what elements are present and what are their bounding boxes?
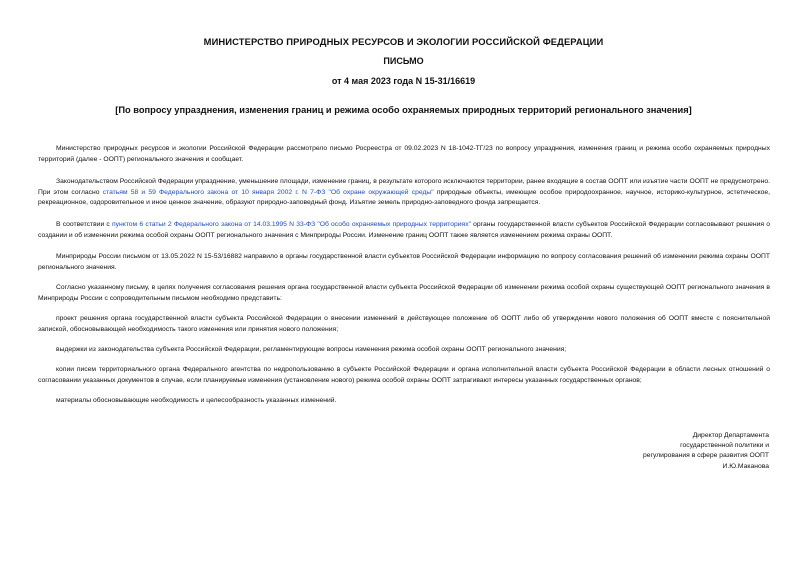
- paragraph-2-text-a: Законодательством Российской Федерации упразднение, уменьшение площади, изменение границ, в результате которого исключаются территории, ранее входящие в состав ООПТ или изъятие части ООПТ не предусмотрено. При этом согласно: [38, 178, 770, 196]
- law-link-33fz[interactable]: пунктом 6 статьи 2 Федерального закона от 14.03.1995 N 33-ФЗ "Об особо охраняемых природных территориях": [112, 221, 471, 228]
- paragraph-9: материалы обосновывающие необходимость и целесообразность указанных изменений.: [56, 397, 337, 404]
- paragraph-1: Министерство природных ресурсов и экологии Российской Федерации рассмотрело письмо Росреестра от 09.02.2023 N 18-1042-ТГ/23 по вопросу упразднения, изменения границ и режима особо охраняемых природных территорий (далее - ООПТ) регионального значения и сообщает.: [38, 145, 770, 163]
- doc-type-heading: ПИСЬМО: [383, 56, 424, 66]
- ministry-heading: МИНИСТЕРСТВО ПРИРОДНЫХ РЕСУРСОВ И ЭКОЛОГИИ РОССИЙСКОЙ ФЕДЕРАЦИИ: [203, 36, 604, 47]
- paragraph-4: Минприроды России письмом от 13.05.2022 N 15-53/16882 направило в органы государственной власти субъектов Российской Федерации информацию по вопросу согласования решений об изменении режима охраны ООПТ регионального значения.: [38, 253, 770, 271]
- paragraph-2-text-b: природные объекты, имеющие особое природоохранное, научное, историко-культурное, эстетическое, рекреационное, оздоровительное и иное ценное значение, образуют природно-заповедный фонд. Изъятие земель природно-заповедного фонда запрещается.: [38, 188, 771, 207]
- signature-name: И.Ю.Маканова: [722, 462, 769, 470]
- signature-block: [569, 431, 769, 472]
- paragraph-3-text-b: органы государственной власти субъектов Российской Федерации согласовывают решения о создании и об изменении режима особой охраны ООПТ регионального значения с Минприроды России. Изменение границ ООПТ также является изменением режима охраны ООПТ.: [38, 221, 770, 239]
- signature-line-2: государственной политики и: [680, 442, 769, 450]
- signature-line-3: регулирования в сфере развития ООПТ: [643, 452, 769, 460]
- paragraph-7: выдержки из законодательства субъекта Российской Федерации, регламентирующие вопросы изменения режима особой охраны ООПТ регионального значения;: [56, 346, 567, 353]
- date-number-heading: от 4 мая 2023 года N 15-31/16619: [331, 76, 476, 86]
- paragraph-8: копии писем территориального органа Федерального агентства по недропользованию в субъекте Российской Федерации и органа исполнительной власти субъекта Российской Федерации в области лесных отношений о согласовании указанных документов в случае, если планируемые изменения (установление нового) режима особой охраны ООПТ затрагивают интересы указанных государственных органов;: [38, 366, 770, 384]
- paragraph-5: Согласно указанному письму, в целях получения согласования решения органа государственной власти субъекта Российской Федерации об изменении режима особой охраны существующей ООПТ регионального значения в Минприроды России с сопроводительным письмом необходимо представить:: [38, 284, 770, 302]
- paragraph-3: [38, 220, 770, 241]
- paragraph-2: [38, 177, 770, 209]
- paragraph-3-text-a: В соответствии с: [56, 221, 112, 228]
- signature-line-1: Директор Департамента: [692, 432, 769, 439]
- law-link-7fz[interactable]: статьям 58 и 59 Федерального закона от 10 января 2002 г. N 7-ФЗ "Об охране окружающей среды": [102, 188, 434, 196]
- subject-heading: [По вопросу упразднения, изменения границ и режима особо охраняемых природных территорий регионального значения]: [115, 105, 692, 115]
- paragraph-6: проект решения органа государственной власти субъекта Российской Федерации о внесении изменений в действующее положение об ООПТ либо об утверждении нового положения об ООПТ вместе с пояснительной запиской, обосновывающей необходимость такого изменения или принятия нового положения;: [38, 315, 770, 333]
